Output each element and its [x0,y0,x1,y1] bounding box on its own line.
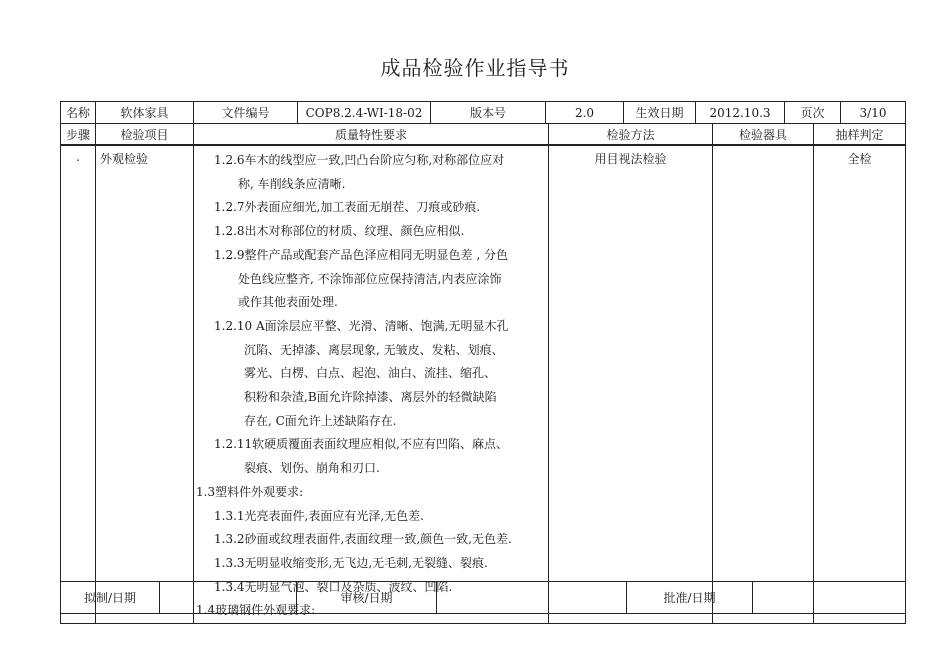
col-quality: 质量特性要求 [194,124,549,146]
requirement-line: 雾光、白楞、白点、起泡、油白、流挂、缩孔、 [244,366,497,381]
approve-label: 批准/日期 [627,582,753,614]
effective-value: 2012.10.3 [696,102,785,124]
col-item: 检验项目 [96,124,194,146]
requirement-line: 1.2.7外表面应细光,加工表面无崩茬、刀痕或砂痕. [214,200,481,215]
requirement-line: 裂痕、划伤、崩角和刃口. [244,461,380,476]
content-table [60,144,906,624]
requirement-line: 1.3.1光亮表面件,表面应有光泽,无色差. [214,508,424,523]
step-cell: . [61,145,96,624]
requirement-line: 1.3塑料件外观要求: [196,484,304,499]
requirement-line: 或作其他表面处理. [238,295,338,310]
quality-lines [194,145,548,623]
name-value: 软体家具 [96,102,194,124]
doc-no-label: 文件编号 [194,102,298,124]
requirement-line: 1.2.6车木的线型应一致,凹凸台阶应匀称,对称部位应对 [214,153,505,167]
page-value: 3/10 [841,102,906,124]
item-cell: 外观检验 [96,145,194,624]
col-method: 检验方法 [549,124,713,146]
page-label: 页次 [785,102,841,124]
version-value: 2.0 [546,102,624,124]
doc-no-value: COP8.2.4-WI-18-02 [298,102,431,124]
requirement-line: 1.2.8出木对称部位的材质、纹理、颜色应相似. [214,224,465,239]
col-sampling: 抽样判定 [814,124,906,146]
draft-label: 拟制/日期 [61,582,160,614]
requirement-line: 处色线应整齐, 不涂饰部位应保持清洁,内表应涂饰 [238,271,502,286]
tool-cell [713,145,814,624]
requirement-line: 1.2.10 A面涂层应平整、光滑、清晰、饱满,无明显木孔 [214,318,509,333]
requirement-line: 积粉和杂渣,B面允许除掉漆、离层外的轻微缺陷 [244,390,497,405]
requirement-line: 1.2.9整件产品或配套产品色泽应相同无明显色差 , 分色 [214,247,508,262]
draft-field[interactable] [160,582,297,614]
col-tool: 检验器具 [713,124,814,146]
signature-table [60,581,906,614]
method-cell: 用目视法检验 [549,145,713,624]
header-row-columns [61,124,906,146]
effective-label: 生效日期 [624,102,696,124]
quality-cell [194,145,549,624]
requirement-line: 1.3.4无明显气泡、裂口及杂质、波纹、凹陷. [214,579,453,594]
requirement-line: 1.3.2砂面或纹理表面件,表面纹理一致,颜色一致,无色差. [214,532,512,547]
version-label: 版本号 [431,102,546,124]
requirement-line: 1.4玻璃钢件外观要求: [196,603,316,618]
content-row [61,145,906,624]
name-label: 名称 [61,102,96,124]
requirement-line: 称, 车削线条应清晰. [238,176,346,191]
review-field[interactable] [437,582,627,614]
sampling-cell: 全检 [814,145,906,624]
document-title: 成品检验作业指导书 [380,56,570,80]
requirement-line: 1.3.3无明显收缩变形,无飞边,无毛刺,无裂缝、裂痕. [214,555,488,570]
signature-row [61,582,906,614]
requirement-line: 存在, C面允许上述缺陷存在. [244,413,397,428]
col-step: 步骤 [61,124,96,146]
header-row-meta [61,102,906,124]
header-table [60,101,906,124]
review-label: 审核/日期 [297,582,437,614]
column-header-table [60,123,906,146]
requirement-line: 沉陷、无掉漆、离层现象, 无皱皮、发粘、划痕、 [244,342,504,357]
approve-field[interactable] [753,582,906,614]
requirement-line: 1.2.11软硬质覆面表面纹理应相似,不应有凹陷、麻点、 [214,437,508,452]
